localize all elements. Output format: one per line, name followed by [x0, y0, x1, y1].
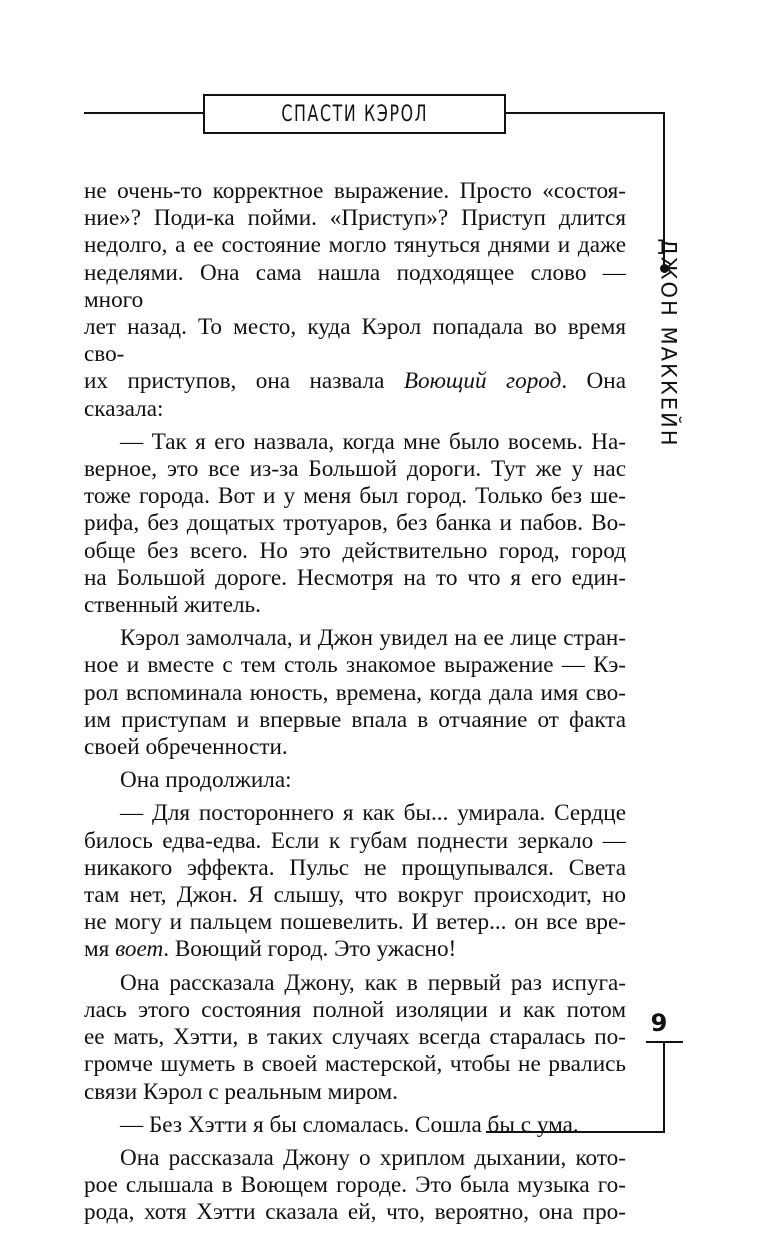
text-line: их приступов, она назвала Воющий город. Она сказала:: [84, 368, 626, 422]
text-line: обще без всего. Но это действительно город, город: [84, 537, 626, 564]
text-line: ние»? Поди-ка пойми. «Приступ»? Приступ длится: [84, 205, 626, 232]
side-author-box: [650, 238, 688, 448]
text-line: недолго, а ее состояние могло тянуться днями и даже: [84, 232, 626, 259]
text-line: ственный житель.: [84, 592, 261, 619]
paragraph: [84, 625, 626, 761]
text-line: — Для постороннего я как бы... умирала. Сердце: [120, 800, 626, 827]
text-line: не очень-то корректное выражение. Просто «состоя-: [84, 178, 626, 204]
paragraph: [84, 178, 626, 423]
text-line: ное и вместе с тем столь знакомое выражение — Кэ-: [84, 652, 626, 679]
text-line: лет назад. То место, куда Кэрол попадала во время сво-: [84, 314, 626, 368]
paragraph: [84, 767, 626, 794]
text-line: — Так я его назвала, когда мне было восемь. На-: [120, 428, 626, 455]
text-line: Она рассказала Джону, как в первый раз испуга-: [120, 969, 626, 996]
text-line: верное, это все из-за Большой дороги. Тут же у нас: [84, 456, 626, 483]
text-line: им приступам и впервые впала в отчаяние от факта: [84, 706, 626, 733]
text-line: не могу и пальцем пошевелить. И ветер... он все вре-: [84, 909, 626, 936]
running-header-box: [203, 94, 506, 134]
side-author-name: ДЖОН МАККЕЙН: [657, 238, 681, 448]
text-line: рол вспоминала юность, времена, когда дала имя сво-: [84, 679, 626, 706]
text-line: лась этого состояния полной изоляции и как потом: [84, 996, 626, 1023]
text-line: Она рассказала Джону о хриплом дыхании, кото-: [120, 1144, 626, 1171]
text-line: ее мать, Хэтти, в таких случаях всегда старалась по-: [84, 1024, 626, 1051]
body-text: [84, 178, 626, 1227]
header-rule-right: [506, 112, 664, 114]
text-line: там нет, Джон. Я слышу, что вокруг происходит, но: [84, 882, 626, 909]
paragraph: [84, 1145, 626, 1227]
text-line: — Без Хэтти я бы сломалась. Сошла бы с ума.: [120, 1111, 579, 1138]
text-line: Она продолжила:: [120, 767, 292, 794]
running-header-title: СПАСТИ КЭРОЛ: [281, 101, 428, 127]
paragraph: [84, 800, 626, 963]
text-line: никакого эффекта. Пульс не прощупывался. Света: [84, 854, 626, 881]
text-line: громче шуметь в своей мастерской, чтобы не рвались: [84, 1051, 626, 1078]
header-rule-left: [84, 112, 203, 114]
text-line: неделями. Она сама нашла подходящее слово — много: [84, 259, 626, 313]
page-number: 9: [650, 1009, 668, 1037]
text-line: рифа, без дощатых тротуаров, без банка и пабов. Во-: [84, 510, 626, 537]
text-line: на Большой дороге. Несмотря на то что я его един-: [84, 564, 626, 591]
text-line: рое слышала в Воющем городе. Это была музыка го-: [84, 1172, 626, 1199]
emphasis: воет: [115, 936, 164, 963]
text-line: рода, хотя Хэтти сказала ей, что, вероятно, она про-: [84, 1199, 626, 1226]
text-line: билось едва-едва. Если к губам поднести зеркало —: [84, 827, 626, 854]
emphasis: Воющий город: [403, 368, 562, 395]
paragraph: [84, 1112, 626, 1139]
side-rule-bottom: [663, 1043, 665, 1133]
paragraph: [84, 429, 626, 619]
text-line: тоже города. Вот и у меня был город. Только без ше-: [84, 483, 626, 510]
paragraph: [84, 970, 626, 1106]
text-line: связи Кэрол с реальным миром.: [84, 1078, 398, 1105]
text-line: своей обреченности.: [84, 734, 288, 761]
text-line: Кэрол замолчала, и Джон увидел на ее лице стран-: [120, 625, 626, 652]
text-line: мя воет. Воющий город. Это ужасно!: [84, 936, 457, 963]
